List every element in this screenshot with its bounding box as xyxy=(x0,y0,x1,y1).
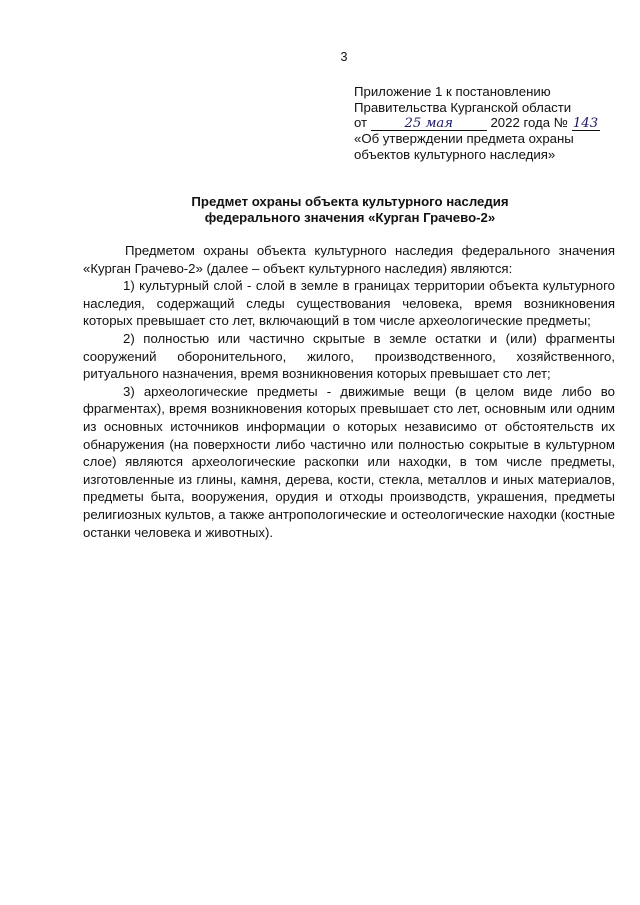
document-title xyxy=(80,194,620,226)
appendix-block xyxy=(354,84,624,162)
paragraph-item-2: 2) полностью или частично скрытые в земле остатки и (или) фрагменты сооружений оборонительного, жилого, производственного, хозяйственного, ритуального назначения, время возникновения которых превышает сто лет; xyxy=(83,330,615,382)
document-body xyxy=(83,242,615,541)
appendix-subject-2: объектов культурного наследия» xyxy=(354,146,556,162)
appendix-line-1: Приложение 1 к постановлению xyxy=(354,84,551,99)
appendix-line-2: Правительства Курганской области xyxy=(354,99,572,115)
page-number: 3 xyxy=(340,50,348,64)
paragraph-intro: Предметом охраны объекта культурного наследия федерального значения «Курган Грачево-2» (далее – объект культурного наследия) являются: xyxy=(83,243,615,276)
appendix-subject-1: «Об утверждении предмета охраны xyxy=(354,131,574,147)
appendix-date-line xyxy=(354,115,624,131)
year-text: 2022 года № xyxy=(490,115,568,131)
paragraph-item-1: 1) культурный слой - слой в земле в границах территории объекта культурного наследия, содержащий следы существования человека, время возникновения которых превышает сто лет, включающий в том числе археологические предметы; xyxy=(83,278,615,329)
date-prefix: от xyxy=(354,115,368,131)
handwritten-number: 143 xyxy=(572,116,599,132)
title-line-1: Предмет охраны объекта культурного наследия xyxy=(191,194,509,209)
paragraph-item-3: 3) археологические предметы - движимые вещи (в целом виде либо во фрагментах), время возникновения которых превышает сто лет, основным или одним из основных источников информации о которых независимо от обстоятельств их обнаружения (на поверхности либо частично или полностью сокрытые в культурном слое) являются археологические раскопки или находки, в том числе предметы, изготовленные из глины, камня, дерева, кости, стекла, металлов и иных материалов, предметы быта, вооружения, орудия и отходы производств, украшения, предметы религиозных культов, а также антропологические и остеологические находки (костные останки человека и животных). xyxy=(83,383,615,540)
title-line-2: федерального значения «Курган Грачево-2» xyxy=(204,210,496,225)
handwritten-date: 25 мая xyxy=(371,118,487,131)
